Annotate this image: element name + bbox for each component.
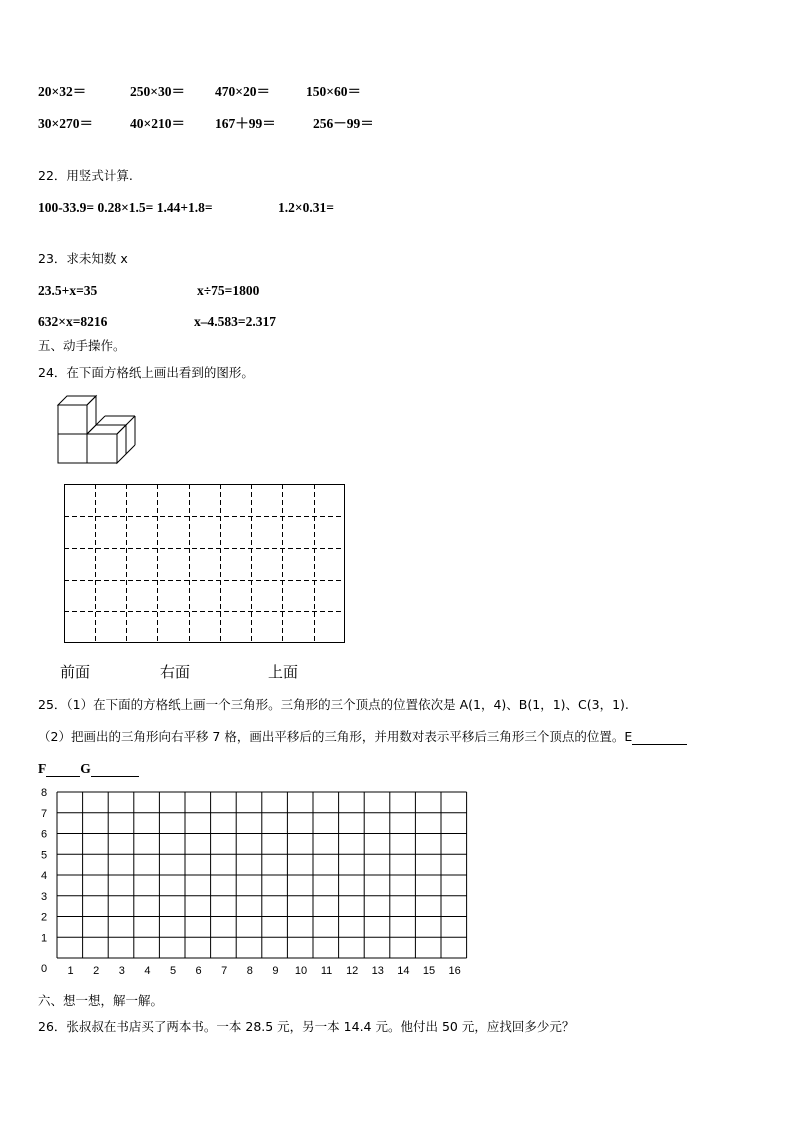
x-tick-label: 6 [195, 965, 202, 977]
q21-expr-7: 167＋99＝ [215, 116, 276, 131]
q25-coordinate-grid[interactable] [30, 786, 480, 986]
x-tick-label: 8 [246, 965, 253, 977]
section-6-heading: 六、想一想，解一解。 [38, 993, 164, 1008]
q21-expr-8: 256－99＝ [313, 116, 374, 131]
label-f: F [38, 761, 47, 776]
q24-title: 24．在下面方格纸上画出看到的图形。 [38, 365, 254, 380]
q23-title: 23．求未知数 x [38, 251, 128, 266]
q25-part-1: 25．（1）在下面的方格纸上画一个三角形。三角形的三个顶点的位置依次是 A(1，4)、B(1，1)、C(3，1). [38, 697, 629, 712]
q21-expr-2: 250×30＝ [130, 84, 185, 99]
x-tick-label: 7 [221, 965, 228, 977]
x-tick-label: 10 [294, 965, 308, 977]
x-tick-label: 2 [93, 965, 100, 977]
x-tick-label: 12 [346, 965, 359, 977]
q21-expr-5: 30×270＝ [38, 116, 93, 131]
answer-blank-f[interactable] [46, 763, 80, 777]
q25-fg-line [38, 761, 139, 777]
q23-eq-4: x–4.583=2.317 [194, 314, 276, 329]
view-label-top: 上面 [268, 663, 299, 681]
x-tick-label: 4 [144, 965, 151, 977]
x-tick-label: 11 [320, 965, 333, 977]
y-tick-label: 2 [40, 911, 48, 924]
q23-eq-1: 23.5+x=35 [38, 283, 98, 298]
q22-title: 22．用竖式计算. [38, 168, 133, 183]
x-tick-label: 9 [272, 965, 279, 977]
q21-expr-3: 470×20＝ [215, 84, 270, 99]
label-g: G [80, 761, 91, 776]
q24-drawing-grid[interactable] [64, 484, 346, 644]
x-tick-label: 13 [371, 965, 384, 977]
q25-part-2-text: （2）把画出的三角形向右平移 7 格，画出平移后的三角形，并用数对表示平移后三角形三个顶点的位置。E [38, 729, 633, 744]
y-tick-label: 8 [40, 787, 48, 799]
section-5-heading: 五、动手操作。 [38, 338, 126, 353]
view-label-right: 右面 [160, 663, 191, 681]
q23-eq-2: x÷75=1800 [197, 283, 260, 298]
y-tick-label: 5 [40, 849, 48, 862]
x-tick-label: 15 [422, 965, 436, 977]
y-tick-label: 4 [40, 870, 48, 882]
y-tick-label: 6 [40, 828, 48, 841]
x-tick-label: 16 [448, 965, 461, 977]
x-tick-label: 5 [169, 965, 177, 977]
cube-figure [56, 392, 140, 466]
y-tick-label: 1 [40, 932, 48, 945]
y-tick-label: 0 [40, 963, 48, 975]
q22-exprs-1: 100-33.9= 0.28×1.5= 1.44+1.8= [38, 200, 213, 215]
y-tick-label: 7 [40, 807, 48, 820]
x-tick-label: 3 [118, 965, 125, 977]
q26-text: 26．张叔叔在书店买了两本书。一本 28.5 元，另一本 14.4 元。他付出 50 元，应找回多少元？ [38, 1019, 575, 1034]
q23-eq-3: 632×x=8216 [38, 314, 108, 329]
q22-exprs-2: 1.2×0.31= [278, 200, 334, 215]
y-tick-label: 3 [40, 890, 48, 903]
answer-blank-g[interactable] [91, 763, 139, 777]
answer-blank-e[interactable] [632, 731, 687, 745]
view-label-front: 前面 [60, 663, 91, 681]
x-tick-label: 14 [397, 965, 410, 977]
q21-expr-6: 40×210＝ [130, 116, 185, 131]
x-tick-label: 1 [67, 965, 74, 977]
q21-expr-4: 150×60＝ [306, 84, 361, 99]
q21-expr-1: 20×32＝ [38, 84, 87, 99]
q25-part-2 [38, 729, 687, 745]
